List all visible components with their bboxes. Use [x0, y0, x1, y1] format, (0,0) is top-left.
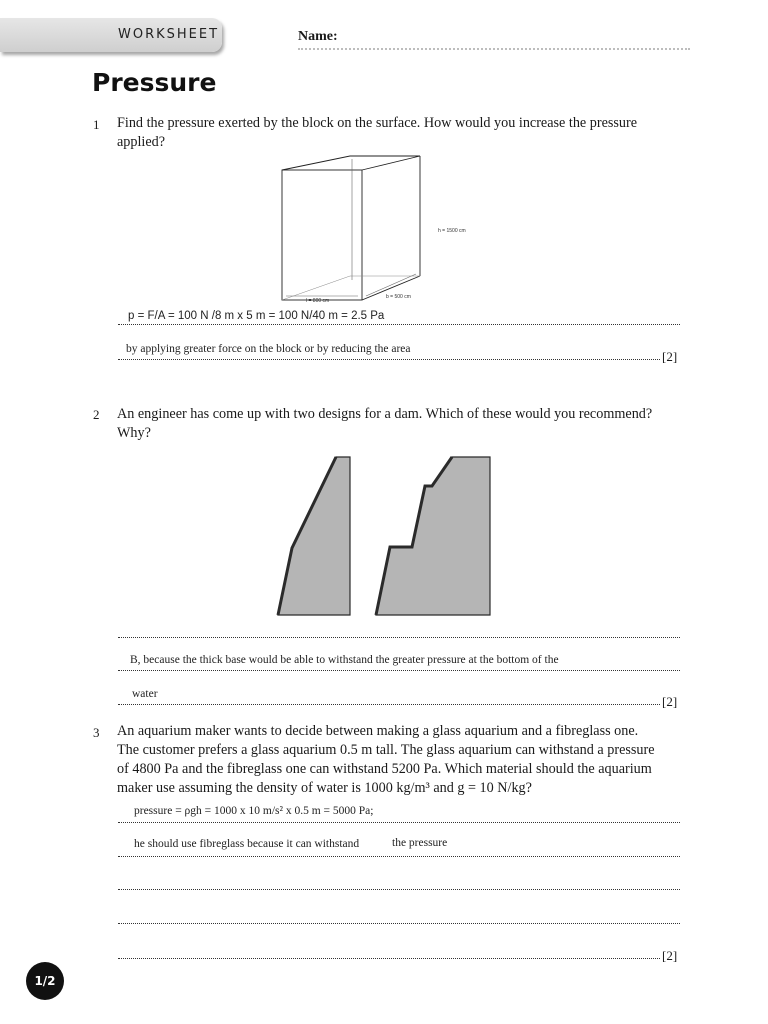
name-label: Name:	[298, 29, 338, 44]
answer-line[interactable]	[118, 704, 660, 705]
dam-designs-diagram	[270, 450, 500, 620]
block-top-face	[282, 156, 420, 170]
block-front-face	[282, 170, 362, 300]
answer-3-line-2b: the pressure	[392, 837, 448, 849]
answer-line[interactable]	[118, 822, 680, 823]
answer-3-line-1: pressure = ρgh = 1000 x 10 m/s² x 0.5 m = 5000 Pa;	[134, 805, 374, 817]
question-2-text	[117, 405, 689, 443]
page-title: Pressure	[92, 68, 217, 97]
question-3-line-1: An aquarium maker wants to decide between making a glass aquarium and a fibreglass one.	[117, 723, 639, 739]
question-3-line-2: The customer prefers a glass aquarium 0.5 m tall. The glass aquarium can withstand a pressure	[117, 742, 655, 758]
answer-2-line-2: water	[132, 688, 158, 700]
question-1-marks: [2]	[662, 349, 678, 364]
answer-2-line-1: B, because the thick base would be able to withstand the greater pressure at the bottom of the	[130, 654, 559, 666]
answer-1-line-1: p = F/A = 100 N /8 m x 5 m = 100 N/40 m = 2.5 Pa	[128, 310, 385, 322]
height-label: h = 1500 cm	[438, 228, 466, 234]
breadth-label: b = 500 cm	[386, 294, 411, 300]
answer-line[interactable]	[118, 958, 660, 959]
answer-line[interactable]	[118, 324, 680, 325]
answer-3-line-2a: he should use fibreglass because it can withstand	[134, 838, 360, 850]
block-diagram	[270, 150, 490, 310]
answer-line[interactable]	[118, 670, 680, 671]
answer-line[interactable]	[118, 637, 680, 638]
question-1-number: 1	[93, 117, 100, 132]
answer-line[interactable]	[118, 856, 680, 857]
question-1-line-1: Find the pressure exerted by the block on the surface. How would you increase the pressure	[117, 115, 638, 131]
length-label: l = 800 cm	[306, 298, 330, 304]
dam-design-b	[376, 457, 490, 615]
question-2-line-1: An engineer has come up with two designs for a dam. Which of these would you recommend?	[117, 406, 653, 422]
answer-line[interactable]	[118, 923, 680, 924]
question-3-number: 3	[93, 725, 100, 740]
answer-line[interactable]	[118, 889, 680, 890]
question-2-line-2: Why?	[117, 425, 151, 441]
question-1-line-2: applied?	[117, 134, 166, 150]
question-3-marks: [2]	[662, 948, 678, 963]
page-number-badge: 1/2	[26, 962, 64, 1000]
question-1-text	[117, 114, 689, 152]
worksheet-tab	[0, 18, 222, 52]
worksheet-label: WORKSHEET	[118, 27, 220, 42]
question-3-line-4: maker use assuming the density of water is 1000 kg/m³ and g = 10 N/kg?	[117, 780, 532, 796]
question-2-number: 2	[93, 407, 100, 422]
question-3-text	[117, 722, 689, 798]
dam-design-a	[278, 457, 350, 615]
question-2-marks: [2]	[662, 694, 678, 709]
answer-line[interactable]	[118, 359, 660, 360]
question-3-line-3: of 4800 Pa and the fibreglass one can withstand 5200 Pa. Which material should the aquarium	[117, 761, 652, 777]
name-field[interactable]	[298, 48, 690, 50]
answer-1-line-2: by applying greater force on the block or by reducing the area	[126, 343, 411, 355]
